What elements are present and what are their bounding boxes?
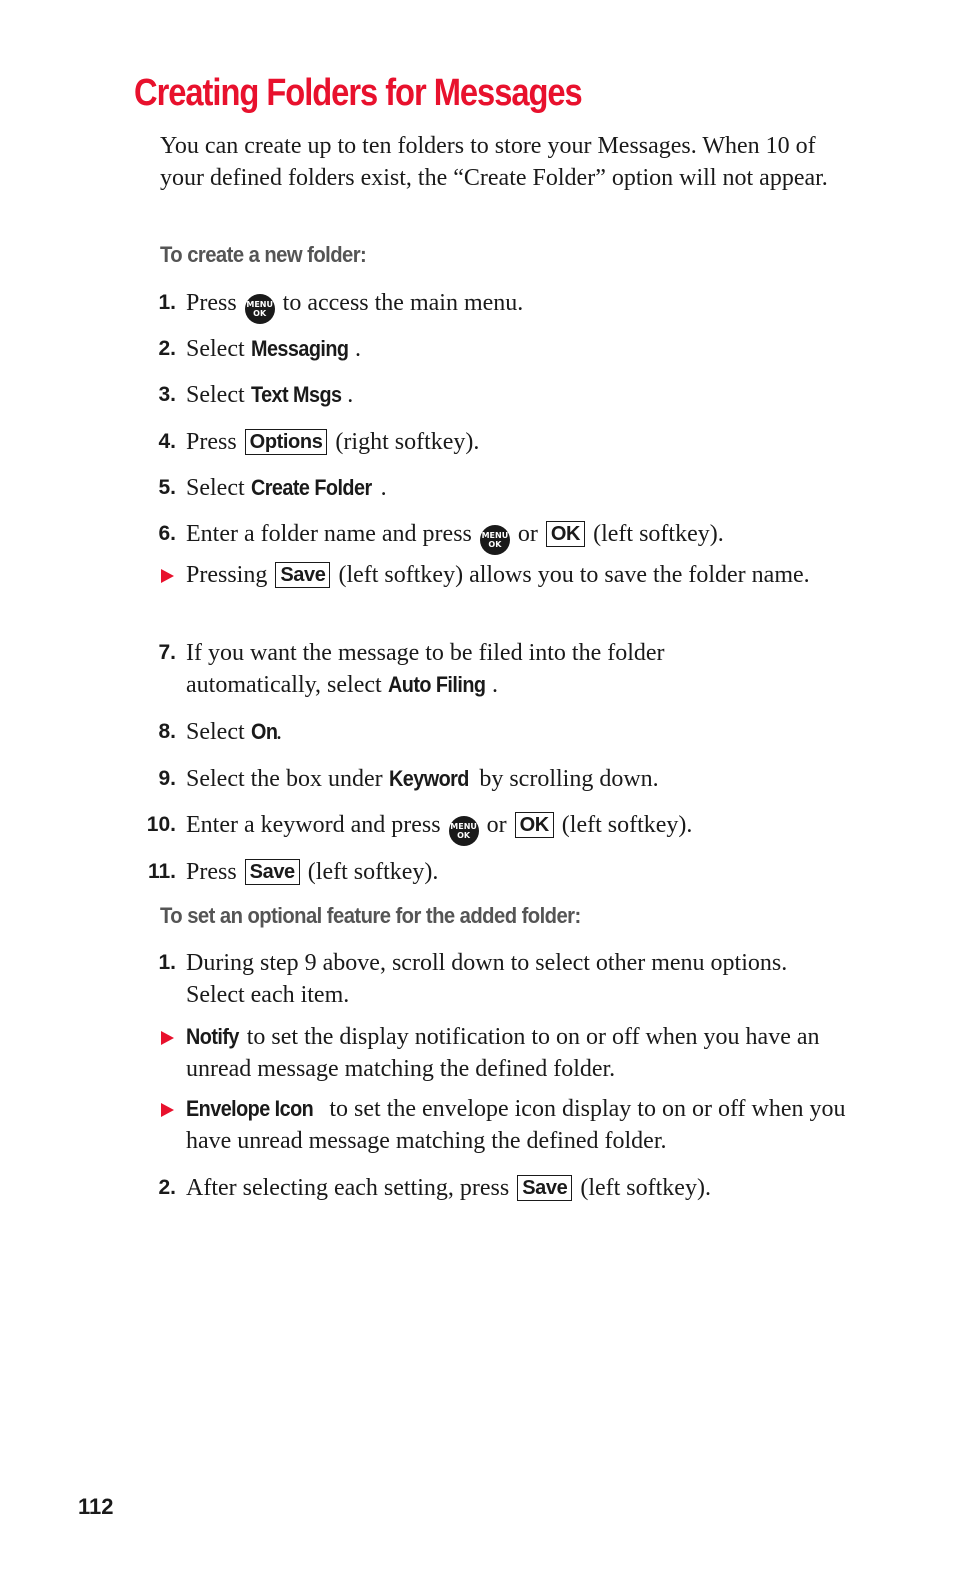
bullet-pressing-save: Pressing Save (left softkey) allows you to save the folder name.	[186, 562, 810, 588]
step-number: 10.	[146, 813, 176, 836]
step-6: Enter a folder name and press MENU OK or OK (left softkey).	[186, 518, 866, 555]
softkey-label: Save	[245, 859, 300, 885]
menu-option-label: Messaging	[250, 336, 349, 361]
softkey-label: Save	[517, 1175, 572, 1201]
bullet-arrow-icon	[161, 1031, 174, 1045]
softkey-label: OK	[546, 521, 585, 547]
intro-paragraph: You can create up to ten folders to store your Messages. When 10 of your defined folders exist, the “Create Folder” option will not appear.	[160, 133, 828, 191]
bullet-envelope-icon: Envelope Icon to set the envelope icon display to on or off when you have unread message matching the defined folder.	[186, 1093, 866, 1157]
menu-option-label: Keyword	[388, 766, 469, 791]
step-number: 5.	[158, 476, 176, 499]
section-heading-create: To create a new folder:	[160, 242, 367, 267]
menu-option-label: Text Msgs	[250, 382, 342, 407]
menu-ok-key-icon: MENU OK	[245, 294, 275, 324]
step-number: 2.	[158, 337, 176, 360]
softkey-label: Options	[245, 429, 328, 455]
step-number: 2.	[158, 1176, 176, 1199]
step-2: Select Messaging .	[186, 333, 866, 365]
step-8: Select On.	[186, 716, 866, 748]
step-number: 1.	[158, 291, 176, 314]
menu-option-label: Notify	[186, 1024, 239, 1049]
step-1: Press MENU OK to access the main menu.	[186, 287, 866, 324]
bullet-notify: Notify to set the display notification to on or off when you have an unread message matching the defined folder.	[186, 1021, 866, 1085]
bullet-arrow-icon	[161, 569, 174, 583]
page-title: Creating Folders for Messages	[134, 72, 582, 114]
step-11: Press Save (left softkey).	[186, 859, 439, 885]
step-10: Enter a keyword and press MENU OK or OK (left softkey).	[186, 809, 866, 846]
softkey-label: OK	[515, 812, 554, 838]
section-heading-optional: To set an optional feature for the added folder:	[160, 903, 581, 928]
menu-option-label: Create Folder	[250, 475, 372, 500]
step-number: 6.	[158, 522, 176, 545]
bullet-arrow-icon	[161, 1103, 174, 1117]
step-number: 9.	[158, 767, 176, 790]
step-4: Press Options (right softkey).	[186, 429, 480, 455]
step-number: 3.	[158, 383, 176, 406]
softkey-label: Save	[275, 562, 330, 588]
step-9: Select the box under Keyword by scrolling down.	[186, 763, 866, 795]
step-number: 7.	[158, 641, 176, 664]
menu-option-label: On	[250, 719, 278, 744]
menu-option-label: Auto Filing	[387, 672, 486, 697]
step-number: 11.	[147, 860, 176, 883]
menu-ok-key-icon: MENU OK	[480, 525, 510, 555]
step-7: If you want the message to be filed into the folder automatically, select Auto Filing .	[186, 637, 746, 701]
step-5: Select Create Folder .	[186, 472, 866, 504]
optional-step-2: After selecting each setting, press Save (left softkey).	[186, 1175, 711, 1201]
optional-step-1: During step 9 above, scroll down to select other menu options. Select each item.	[186, 950, 788, 1008]
step-number: 4.	[158, 430, 176, 453]
step-number: 8.	[158, 720, 176, 743]
page-number: 112	[78, 1494, 114, 1519]
step-3: Select Text Msgs .	[186, 379, 866, 411]
menu-option-label: Envelope Icon	[186, 1096, 314, 1121]
step-number: 1.	[158, 951, 176, 974]
menu-ok-key-icon: MENU OK	[449, 816, 479, 846]
